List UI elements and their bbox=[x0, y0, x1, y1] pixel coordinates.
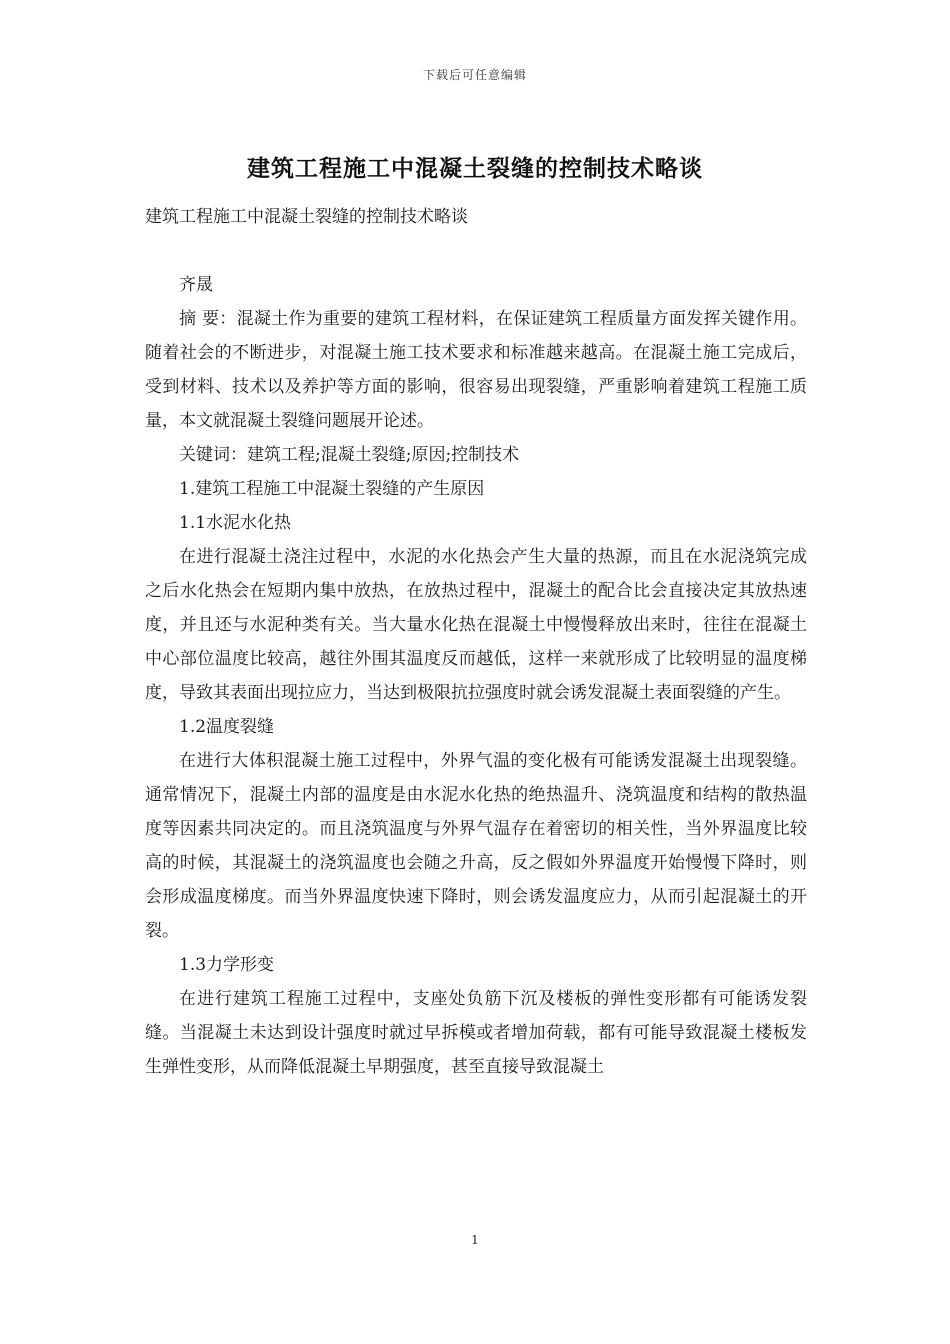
blank-line bbox=[145, 234, 807, 268]
document-title: 建筑工程施工中混凝土裂缝的控制技术略谈 bbox=[247, 156, 703, 182]
page-number: 1 bbox=[471, 1233, 479, 1247]
document-body bbox=[145, 200, 807, 1084]
subsection-heading-1-1: 1.1水泥水化热 bbox=[179, 513, 292, 533]
paragraph-1-2: 在进行大体积混凝土施工过程中，外界气温的变化极有可能诱发混凝土出现裂缝。通常情况下，混凝土内部的温度是由水泥水化热的绝热温升、浇筑温度和结构的散热温度等因素共同决定的。而且浇筑温度与外界气温存在着密切的相关性，当外界温度比较高的时候，其混凝土的浇筑温度也会随之升高，反之假如外界温度开始慢慢下降时，则会形成温度梯度。而当外界温度快速下降时，则会诱发温度应力，从而引起混凝土的开裂。 bbox=[145, 751, 807, 941]
document-subtitle: 建筑工程施工中混凝土裂缝的控制技术略谈 bbox=[145, 207, 468, 227]
section-heading-1: 1.建筑工程施工中混凝土裂缝的产生原因 bbox=[179, 479, 485, 499]
header-note: 下载后可任意编辑 bbox=[422, 68, 527, 82]
keywords-line: 关键词：建筑工程;混凝土裂缝;原因;控制技术 bbox=[179, 445, 520, 465]
author-name: 齐晟 bbox=[179, 275, 213, 295]
abstract-paragraph: 摘 要：混凝土作为重要的建筑工程材料，在保证建筑工程质量方面发挥关键作用。随着社会的不断进步，对混凝土施工技术要求和标准越来越高。在混凝土施工完成后，受到材料、技术以及养护等方面的影响，很容易出现裂缝，严重影响着建筑工程施工质量，本文就混凝土裂缝问题展开论述。 bbox=[145, 309, 807, 431]
subsection-heading-1-3: 1.3力学形变 bbox=[179, 955, 275, 975]
paragraph-1-1: 在进行混凝土浇注过程中，水泥的水化热会产生大量的热源，而且在水泥浇筑完成之后水化热会在短期内集中放热，在放热过程中，混凝土的配合比会直接决定其放热速度，并且还与水泥种类有关。当大量水化热在混凝土中慢慢释放出来时，往往在混凝土中心部位温度比较高，越往外围其温度反而越低，这样一来就形成了比较明显的温度梯度，导致其表面出现拉应力，当达到极限抗拉强度时就会诱发混凝土表面裂缝的产生。 bbox=[145, 547, 807, 703]
paragraph-1-3: 在进行建筑工程施工过程中，支座处负筋下沉及楼板的弹性变形都有可能诱发裂缝。当混凝土未达到设计强度时就过早拆模或者增加荷载，都有可能导致混凝土楼板发生弹性变形，从而降低混凝土早期强度，甚至直接导致混凝土 bbox=[145, 989, 807, 1077]
subsection-heading-1-2: 1.2温度裂缝 bbox=[179, 717, 275, 737]
